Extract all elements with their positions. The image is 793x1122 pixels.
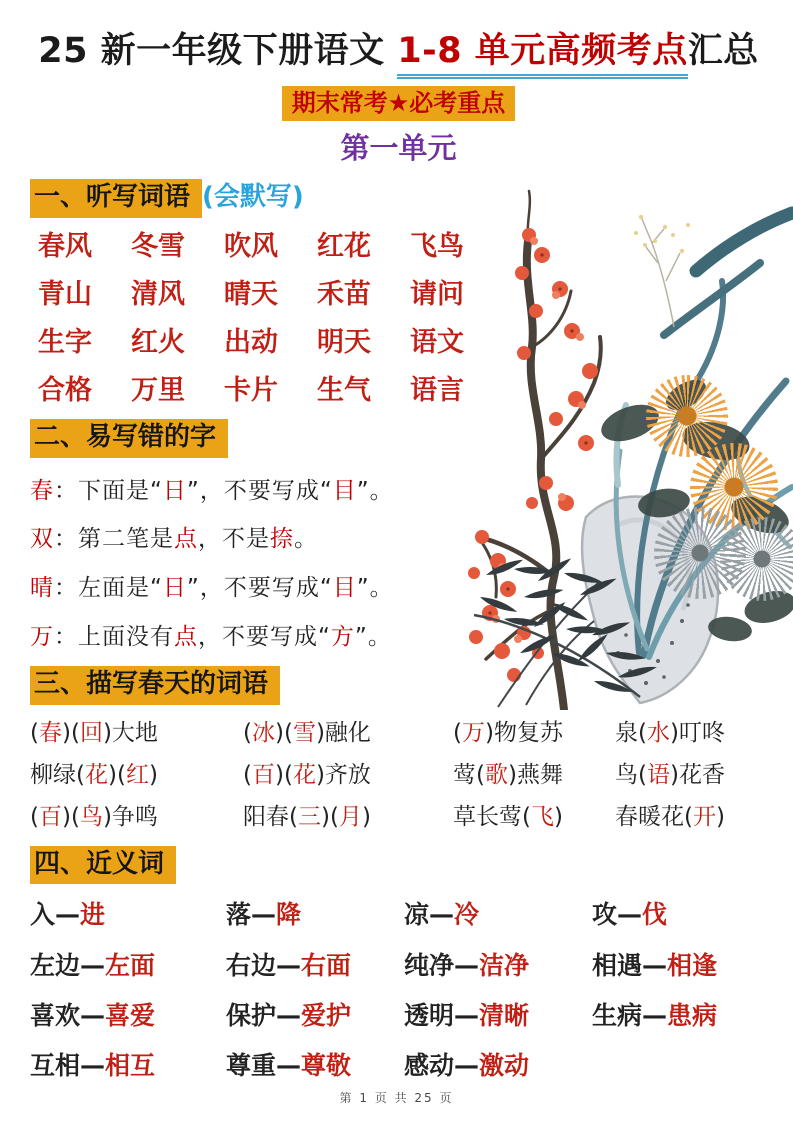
dictation-word: 飞鸟 xyxy=(410,230,464,262)
section-heading-synonyms xyxy=(30,846,767,885)
dictation-word: 出动 xyxy=(224,326,278,358)
text-segment: )( xyxy=(274,761,293,788)
text-segment: 花 xyxy=(84,761,108,788)
text-segment: ：下面是“ xyxy=(54,477,163,504)
text-segment: 花 xyxy=(292,761,316,788)
text-segment: 互相— xyxy=(30,1051,106,1081)
text-segment: 伐 xyxy=(642,900,668,930)
text-segment: )( xyxy=(61,803,80,830)
text-segment: 飞 xyxy=(530,803,554,830)
text-segment: 进 xyxy=(80,900,106,930)
error-prone-heading-text: 二、易写错的字 xyxy=(30,419,228,458)
synonym-pair xyxy=(30,1050,226,1081)
text-segment: 激动 xyxy=(479,1051,530,1081)
synonym-pair xyxy=(226,1050,404,1081)
text-segment: 相互 xyxy=(105,1051,156,1081)
text-segment: 左边— xyxy=(30,950,106,980)
text-segment: 捺 xyxy=(270,526,294,553)
dictation-word: 万里 xyxy=(131,374,185,406)
text-segment: 春 xyxy=(30,477,54,504)
text-segment: )融化 xyxy=(315,719,371,746)
text-segment: 尊重— xyxy=(226,1051,302,1081)
spring-phrase xyxy=(243,719,453,749)
text-segment: 喜欢— xyxy=(30,1000,106,1030)
text-segment: 降 xyxy=(276,900,302,930)
spring-words-heading-text: 三、描写春天的词语 xyxy=(30,666,280,705)
dictation-word: 青山 xyxy=(38,278,92,310)
dictation-word: 语文 xyxy=(410,326,464,358)
text-segment: 目 xyxy=(332,477,357,504)
text-segment: 回 xyxy=(79,719,103,746)
text-segment: )( xyxy=(274,719,293,746)
text-segment: ) xyxy=(553,803,563,830)
text-segment: 鸟( xyxy=(615,761,647,788)
text-segment: 攻— xyxy=(592,900,643,930)
text-segment: 莺( xyxy=(453,761,485,788)
text-segment: 相逢 xyxy=(667,950,718,980)
unit-title: 第一单元 xyxy=(340,130,457,165)
text-segment: 洁净 xyxy=(479,950,530,980)
text-segment: ：第二笔是 xyxy=(54,526,174,553)
text-segment: 保护— xyxy=(226,1000,302,1030)
error-char-line xyxy=(30,477,767,507)
dictation-word: 语言 xyxy=(410,374,464,406)
spring-phrase xyxy=(453,719,615,749)
dictation-word: 红花 xyxy=(317,230,371,262)
text-segment: ) xyxy=(148,761,158,788)
text-segment: )叮咚 xyxy=(669,719,725,746)
text-segment: )争鸣 xyxy=(102,803,158,830)
text-segment: ，不要写成“ xyxy=(198,624,331,651)
section-heading-dictation xyxy=(30,179,767,218)
text-segment: 感动— xyxy=(404,1051,480,1081)
page-title xyxy=(30,30,767,74)
synonym-pair xyxy=(30,899,226,930)
spring-phrase xyxy=(453,761,615,791)
text-segment: 透明— xyxy=(404,1000,480,1030)
text-segment: ( xyxy=(30,719,39,746)
dictation-word: 冬雪 xyxy=(131,230,185,262)
exam-banner-row xyxy=(30,86,767,121)
synonyms-heading-text: 四、近义词 xyxy=(30,846,176,885)
dictation-word: 清风 xyxy=(131,278,185,310)
dictation-word: 生字 xyxy=(38,326,92,358)
text-segment: 鸟 xyxy=(79,803,103,830)
text-segment: 红 xyxy=(125,761,149,788)
text-segment: ( xyxy=(243,719,252,746)
error-char-line xyxy=(30,574,767,604)
text-segment: 柳绿( xyxy=(30,761,85,788)
text-segment: 阳春( xyxy=(243,803,298,830)
synonym-grid xyxy=(30,899,767,1081)
text-segment: 冰 xyxy=(251,719,275,746)
page-footer: 第 1 页 共 25 页 xyxy=(339,1091,454,1105)
synonym-pair xyxy=(226,899,404,930)
spring-phrase xyxy=(243,761,453,791)
text-segment: ：左面是“ xyxy=(54,575,163,602)
dictation-word: 禾苗 xyxy=(317,278,371,310)
text-segment: 冷 xyxy=(454,900,480,930)
text-segment: 春 xyxy=(38,719,62,746)
dictation-word: 红火 xyxy=(131,326,185,358)
text-segment: 百 xyxy=(38,803,62,830)
text-segment: 雪 xyxy=(292,719,316,746)
text-segment: 生病— xyxy=(592,1000,668,1030)
text-segment: 方 xyxy=(330,624,355,651)
dictation-note: (会默写) xyxy=(202,181,304,212)
text-segment: 水 xyxy=(646,719,670,746)
text-segment: )大地 xyxy=(102,719,158,746)
text-segment: 双 xyxy=(30,526,54,553)
text-segment: 爱护 xyxy=(301,1000,352,1030)
text-segment: 点 xyxy=(174,526,198,553)
text-segment: ) xyxy=(715,803,725,830)
error-char-line xyxy=(30,623,767,653)
text-segment: )花香 xyxy=(669,761,725,788)
text-segment: 1-8 单元高频考点 xyxy=(397,31,687,79)
synonym-pair xyxy=(592,899,767,930)
text-segment: 春暖花( xyxy=(615,803,693,830)
dictation-word: 卡片 xyxy=(224,374,278,406)
dictation-heading-text: 一、听写词语 xyxy=(30,179,202,218)
dictation-word: 春风 xyxy=(38,230,92,262)
text-segment: 点 xyxy=(174,624,198,651)
text-segment: ：上面没有 xyxy=(54,624,174,651)
dictation-word: 明天 xyxy=(317,326,371,358)
synonym-pair xyxy=(404,950,592,981)
text-segment: 右边— xyxy=(226,950,302,980)
text-segment: 尊敬 xyxy=(301,1051,352,1081)
spring-word-grid xyxy=(30,719,767,833)
dictation-word: 合格 xyxy=(38,374,92,406)
text-segment: 左面 xyxy=(105,950,156,980)
text-segment: ( xyxy=(243,761,252,788)
spring-phrase xyxy=(30,719,243,749)
text-segment: 清晰 xyxy=(479,1000,530,1030)
text-segment: 纯净— xyxy=(404,950,480,980)
text-segment: ”，不要写成“ xyxy=(186,477,333,504)
text-segment: 患病 xyxy=(667,1000,718,1030)
spring-phrase xyxy=(615,719,767,749)
text-segment: ”。 xyxy=(356,477,394,504)
synonym-pair xyxy=(592,950,767,981)
text-segment: 日 xyxy=(162,477,187,504)
section-heading-error-prone xyxy=(30,419,767,458)
spring-phrase xyxy=(615,761,767,791)
text-segment: 泉( xyxy=(615,719,647,746)
spring-phrase xyxy=(30,803,243,833)
synonym-pair xyxy=(592,1000,767,1031)
dictation-word-grid xyxy=(38,231,767,406)
text-segment: 喜爱 xyxy=(105,1000,156,1030)
text-segment: 凉— xyxy=(404,900,455,930)
text-segment: )物复苏 xyxy=(484,719,563,746)
text-segment: ( xyxy=(453,719,462,746)
synonym-pair xyxy=(30,1000,226,1031)
exam-highlight-banner: 期末常考★必考重点 xyxy=(282,86,516,121)
spring-phrase xyxy=(243,803,453,833)
text-segment: 语 xyxy=(646,761,670,788)
text-segment: ，不是 xyxy=(198,526,270,553)
text-segment: ”，不要写成“ xyxy=(186,575,333,602)
text-segment: 25 新一年级下册语文 xyxy=(38,31,398,71)
spring-phrase xyxy=(615,803,767,833)
text-segment: 汇总 xyxy=(687,31,759,71)
synonym-pair xyxy=(404,899,592,930)
synonym-pair xyxy=(404,1000,592,1031)
dictation-word: 生气 xyxy=(317,374,371,406)
text-segment: 落— xyxy=(226,900,277,930)
text-segment: 月 xyxy=(338,803,362,830)
text-segment: 歌 xyxy=(484,761,508,788)
dictation-word: 晴天 xyxy=(224,278,278,310)
text-segment: 三 xyxy=(297,803,321,830)
synonym-pair xyxy=(404,1050,592,1081)
spring-phrase xyxy=(453,803,615,833)
text-segment: 万 xyxy=(461,719,485,746)
dictation-word: 吹风 xyxy=(224,230,278,262)
section-heading-spring-words xyxy=(30,666,767,705)
text-segment: 右面 xyxy=(301,950,352,980)
text-segment: 开 xyxy=(692,803,716,830)
text-segment: )( xyxy=(107,761,126,788)
text-segment: 日 xyxy=(162,575,187,602)
text-segment: )( xyxy=(61,719,80,746)
text-segment: 万 xyxy=(30,624,54,651)
text-segment: 目 xyxy=(332,575,357,602)
text-segment: ) xyxy=(361,803,371,830)
text-segment: )燕舞 xyxy=(507,761,563,788)
text-segment: 入— xyxy=(30,900,81,930)
dictation-word: 请问 xyxy=(410,278,464,310)
text-segment: 相遇— xyxy=(592,950,668,980)
text-segment: 草长莺( xyxy=(453,803,531,830)
text-segment: )齐放 xyxy=(315,761,371,788)
text-segment: 百 xyxy=(251,761,275,788)
text-segment: 晴 xyxy=(30,575,54,602)
text-segment: 。 xyxy=(294,526,318,553)
text-segment: )( xyxy=(320,803,339,830)
text-segment: ( xyxy=(30,803,39,830)
text-segment: ”。 xyxy=(356,575,394,602)
synonym-pair xyxy=(30,950,226,981)
synonym-pair xyxy=(226,1000,404,1031)
text-segment: ”。 xyxy=(354,624,392,651)
spring-phrase xyxy=(30,761,243,791)
synonym-pair xyxy=(226,950,404,981)
error-char-line xyxy=(30,525,767,555)
